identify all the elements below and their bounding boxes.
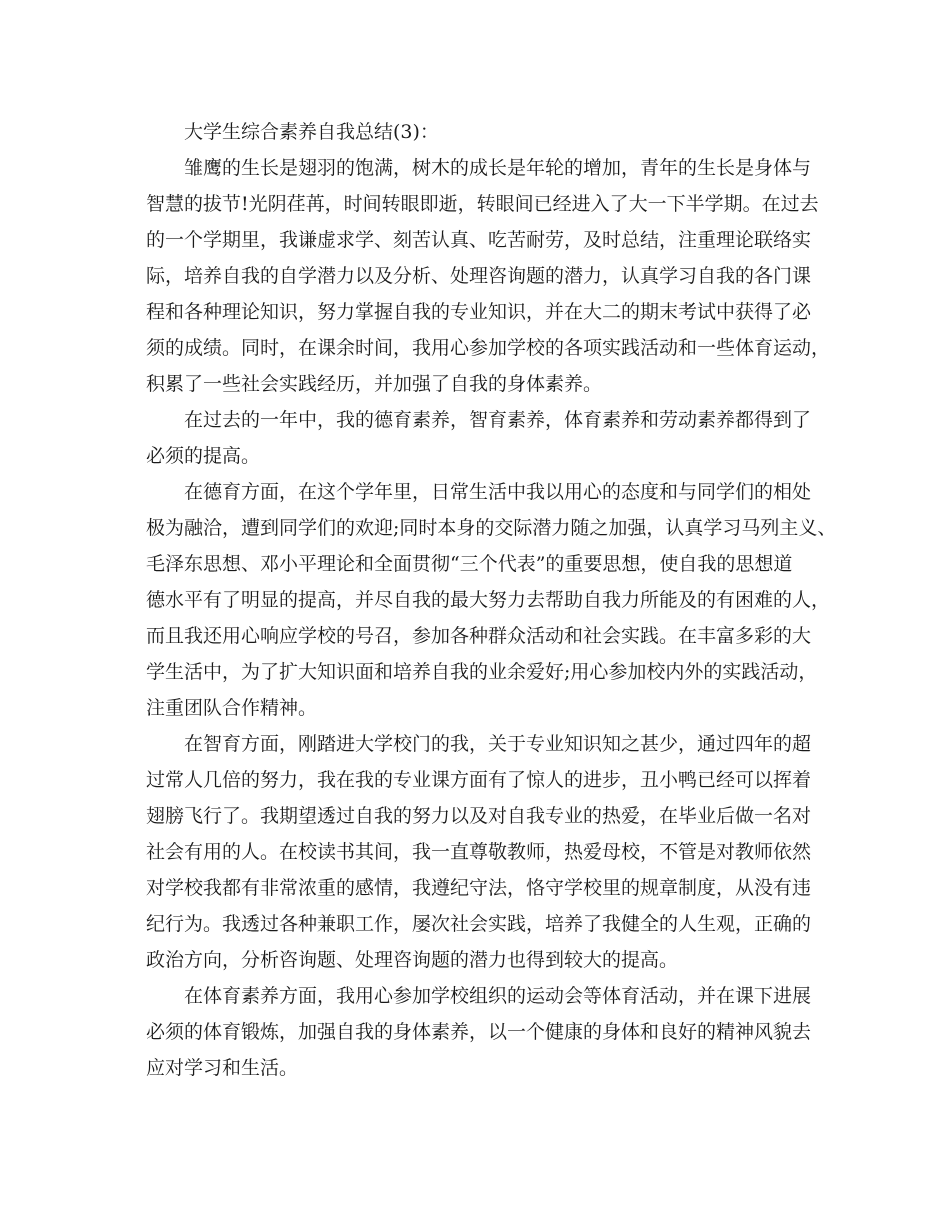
document-body [146,114,837,1086]
paragraph-line: 在智育方面，刚踏进大学校门的我，关于专业知识知之甚少，通过四年的超 [184,733,812,755]
paragraph-line: 智慧的拔节!光阴荏苒，时间转眼即逝，转眼间已经进入了大一下半学期。在过去 [146,193,819,215]
paragraph-1 [146,150,831,402]
paragraph-line: 毛泽东思想、邓小平理论和全面贯彻“三个代表”的重要思想，使自我的思想道 [146,553,793,575]
paragraph-line: 纪行为。我透过各种兼职工作，屡次社会实践，培养了我健全的人生观，正确的 [146,913,812,935]
paragraph-4 [146,726,826,978]
paragraph-line: 注重团队合作精神。 [146,697,318,719]
paragraph-line: 德水平有了明显的提高，并尽自我的最大努力去帮助自我力所能及的有困难的人， [146,589,831,611]
paragraph-line: 际，培养自我的自学潜力以及分析、处理咨询题的潜力，认真学习自我的各门课 [146,265,812,287]
paragraph-line: 过常人几倍的努力，我在我的专业课方面有了惊人的进步，丑小鸭已经可以挥着 [146,769,812,791]
paragraph-line: 的一个学期里，我谦虚求学、刻苦认真、吃苦耐劳，及时总结，注重理论联络实 [146,229,812,251]
paragraph-line: 必须的提高。 [146,445,261,467]
paragraph-line: 学生活中，为了扩大知识面和培养自我的业余爱好;用心参加校内外的实践活动， [146,661,818,683]
paragraph-line: 而且我还用心响应学校的号召，参加各种群众活动和社会实践。在丰富多彩的大 [146,625,812,647]
paragraph-line: 程和各种理论知识，努力掌握自我的专业知识，并在大二的期末考试中获得了必 [146,301,812,323]
paragraph-line: 必须的体育锻炼，加强自我的身体素养，以一个健康的身体和良好的精神风貌去 [146,1021,812,1043]
paragraph-line: 极为融洽，遭到同学们的欢迎;同时本身的交际潜力随之加强，认真学习马列主义、 [146,517,837,539]
paragraph-line: 政治方向，分析咨询题、处理咨询题的潜力也得到较大的提高。 [146,949,679,971]
paragraph-3 [146,474,837,726]
paragraph-line: 在体育素养方面，我用心参加学校组织的运动会等体育活动，并在课下进展 [184,985,812,1007]
paragraph-line: 应对学习和生活。 [146,1057,299,1079]
paragraph-line: 翅膀飞行了。我期望透过自我的努力以及对自我专业的热爱，在毕业后做一名对 [146,805,812,827]
paragraph-line: 对学校我都有非常浓重的感情，我遵纪守法，恪守学校里的规章制度，从没有违 [146,877,812,899]
paragraph-line: 在德育方面，在这个学年里，日常生活中我以用心的态度和与同学们的相处 [184,481,812,503]
paragraph-line: 在过去的一年中，我的德育素养，智育素养，体育素养和劳动素养都得到了 [184,409,812,431]
paragraph-5 [146,978,826,1086]
paragraph-line: 积累了一些社会实践经历，并加强了自我的身体素养。 [146,373,603,395]
paragraph-line: 须的成绩。同时，在课余时间，我用心参加学校的各项实践活动和一些体育运动， [146,337,831,359]
document-title: 大学生综合素养自我总结(3)： [184,121,439,143]
paragraph-line: 社会有用的人。在校读书其间，我一直尊敬教师，热爱母校，不管是对教师依然 [146,841,812,863]
paragraph-line: 雏鹰的生长是翅羽的饱满，树木的成长是年轮的增加，青年的生长是身体与 [184,157,812,179]
paragraph-2 [146,402,826,474]
